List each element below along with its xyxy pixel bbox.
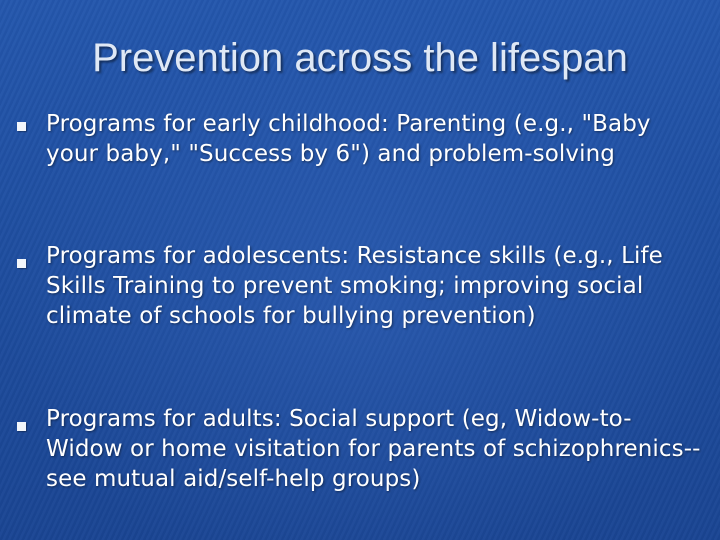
square-bullet-icon — [17, 422, 26, 431]
bullet-text: Programs for adults: Social support (eg, Widow-to-Widow or home visitation for parents of schizophrenics-- see mutual aid/self-help groups) — [46, 406, 701, 492]
bullet-text: Programs for adolescents: Resistance skills (e.g., Life Skills Training to prevent smoking; improving social climate of schools for bullying prevention) — [46, 243, 663, 329]
square-bullet-icon — [17, 259, 26, 268]
bullet-text: Programs for early childhood: Parenting (e.g., "Baby your baby," "Success by 6") and problem-solving — [46, 111, 651, 167]
slide-title: Prevention across the lifespan — [92, 36, 628, 80]
square-bullet-icon — [17, 122, 26, 131]
